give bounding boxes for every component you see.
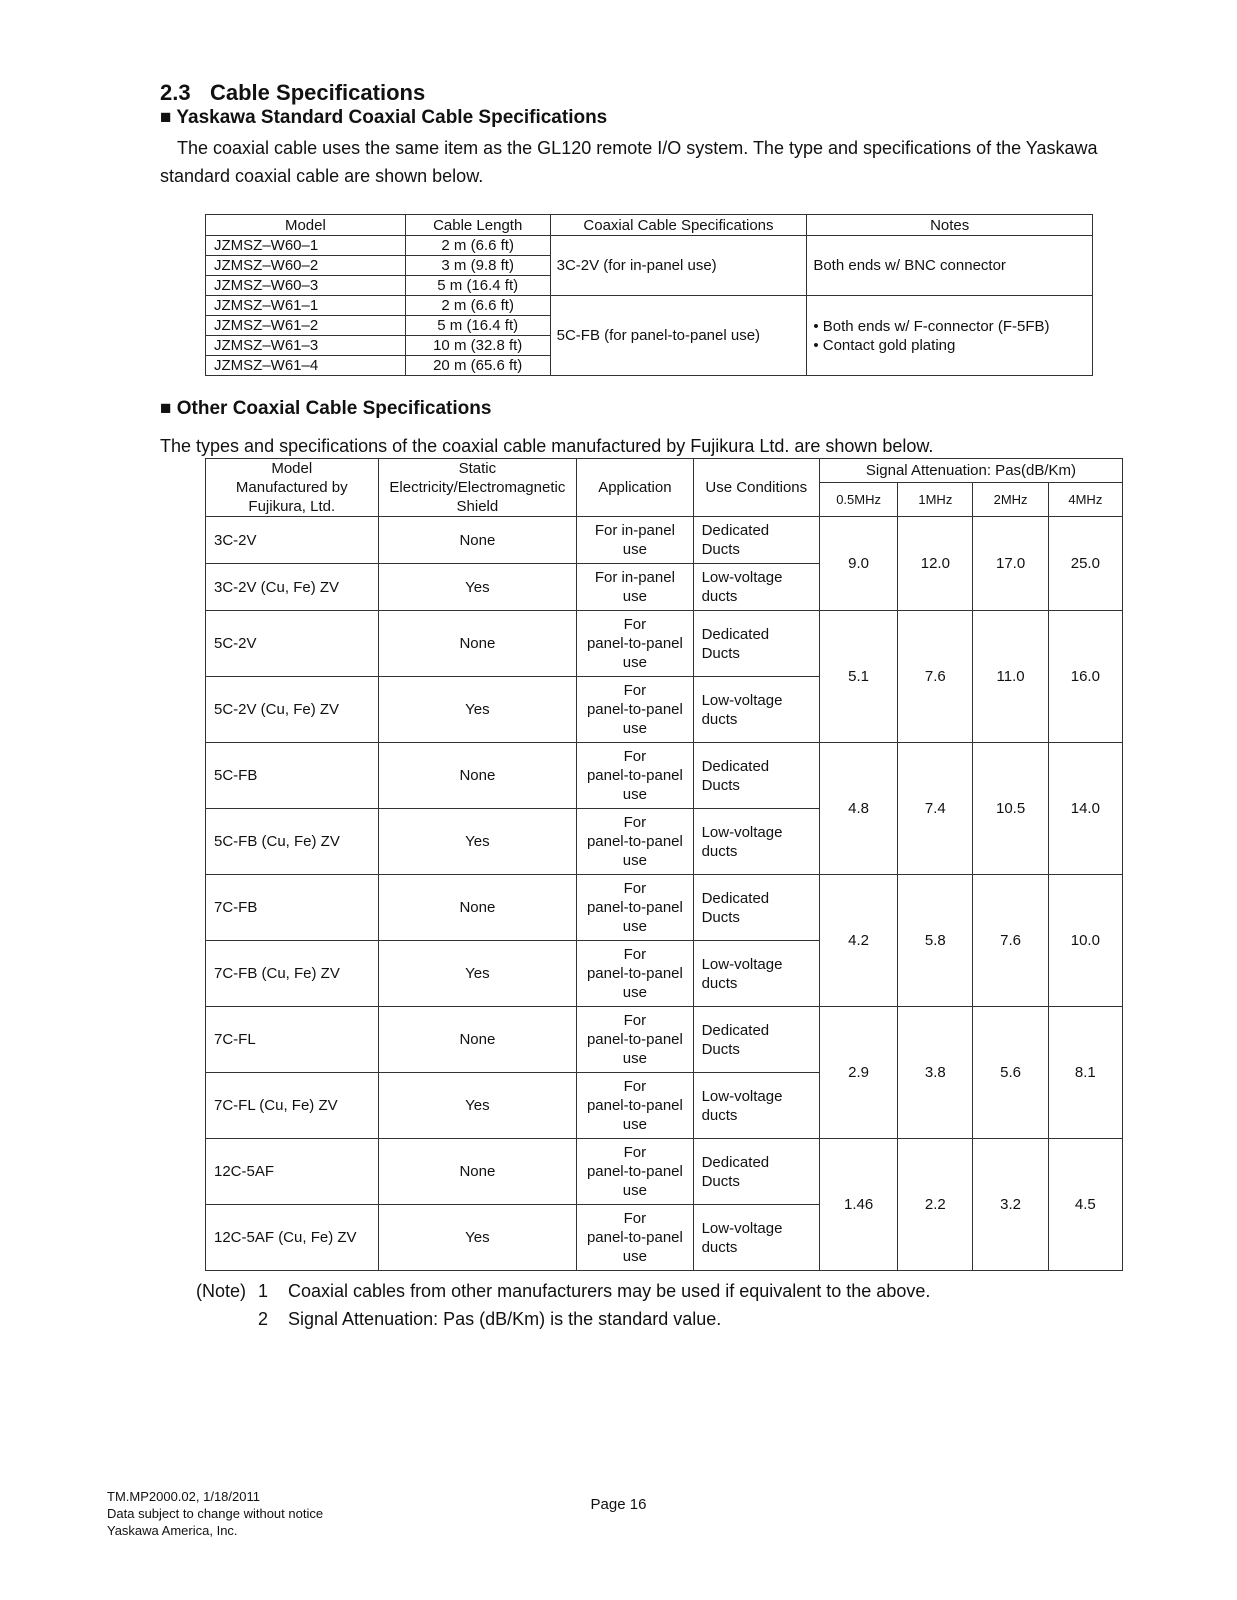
cond-line: ducts bbox=[701, 1106, 738, 1124]
conditions-cell bbox=[693, 743, 819, 809]
table-row bbox=[206, 236, 1093, 256]
header-model: Model bbox=[206, 215, 406, 236]
header-line: Manufactured by bbox=[235, 479, 348, 496]
model-cell: 5C-FB (Cu, Fe) ZV bbox=[206, 809, 379, 875]
cond-line: ducts bbox=[701, 588, 738, 605]
cond-line: ducts bbox=[701, 1238, 738, 1256]
app-line: For bbox=[623, 814, 647, 831]
model-cell: 5C-2V (Cu, Fe) ZV bbox=[206, 677, 379, 743]
app-line: use bbox=[622, 654, 647, 671]
header-freq: 4MHz bbox=[1048, 483, 1122, 517]
app-line: panel-to-panel bbox=[586, 899, 683, 916]
header-line: Electricity/Electromagnetic bbox=[389, 479, 566, 496]
model-cell: JZMSZ–W61–4 bbox=[206, 356, 406, 376]
application-cell bbox=[577, 564, 693, 611]
footer-line: Data subject to change without notice bbox=[107, 1506, 324, 1521]
conditions-cell bbox=[693, 1205, 819, 1271]
conditions-cell bbox=[693, 611, 819, 677]
header-model bbox=[206, 459, 379, 517]
app-line: panel-to-panel bbox=[586, 1031, 683, 1048]
header-freq: 0.5MHz bbox=[819, 483, 897, 517]
model-cell: 5C-FB bbox=[206, 743, 379, 809]
shield-cell: Yes bbox=[378, 564, 577, 611]
cond-line: Dedicated bbox=[701, 522, 770, 539]
shield-cell: None bbox=[378, 743, 577, 809]
attenuation-cell: 2.2 bbox=[898, 1139, 973, 1271]
model-cell: 3C-2V bbox=[206, 517, 379, 564]
app-line: use bbox=[622, 918, 647, 935]
attenuation-cell: 7.4 bbox=[898, 743, 973, 875]
application-cell bbox=[577, 1007, 693, 1073]
yaskawa-cable-table bbox=[205, 214, 1093, 376]
app-line: For bbox=[623, 946, 647, 963]
shield-cell: Yes bbox=[378, 1073, 577, 1139]
application-cell bbox=[577, 1205, 693, 1271]
footer-line: Yaskawa America, Inc. bbox=[107, 1523, 238, 1538]
note-number: 1 bbox=[258, 1281, 269, 1301]
attenuation-cell: 9.0 bbox=[819, 517, 897, 611]
shield-cell: None bbox=[378, 1007, 577, 1073]
application-cell bbox=[577, 1073, 693, 1139]
table-row bbox=[206, 611, 1123, 677]
cond-line: Low-voltage bbox=[701, 1219, 783, 1237]
conditions-cell bbox=[693, 1139, 819, 1205]
cond-line: ducts bbox=[701, 710, 738, 728]
section-title bbox=[160, 80, 425, 106]
cond-line: Dedicated bbox=[701, 1021, 770, 1039]
application-cell bbox=[577, 941, 693, 1007]
app-line: use bbox=[622, 1116, 647, 1133]
note-item bbox=[196, 1309, 721, 1330]
length-cell: 2 m (6.6 ft) bbox=[405, 296, 550, 316]
length-cell: 2 m (6.6 ft) bbox=[405, 236, 550, 256]
model-cell: 7C-FB (Cu, Fe) ZV bbox=[206, 941, 379, 1007]
cond-line: Low-voltage bbox=[701, 691, 783, 709]
table-row bbox=[206, 1007, 1123, 1073]
note-number: 2 bbox=[258, 1309, 269, 1329]
header-application: Application bbox=[577, 459, 693, 517]
model-cell: JZMSZ–W60–2 bbox=[206, 256, 406, 276]
cond-line: Dedicated bbox=[701, 625, 770, 643]
model-cell: 3C-2V (Cu, Fe) ZV bbox=[206, 564, 379, 611]
conditions-cell bbox=[693, 875, 819, 941]
length-cell: 20 m (65.6 ft) bbox=[405, 356, 550, 376]
section-title-text: Cable Specifications bbox=[210, 80, 426, 105]
note-text: Signal Attenuation: Pas (dB/Km) is the standard value. bbox=[288, 1309, 722, 1329]
attenuation-cell: 3.8 bbox=[898, 1007, 973, 1139]
app-line: panel-to-panel bbox=[586, 1097, 683, 1114]
header-use-conditions: Use Conditions bbox=[693, 459, 819, 517]
note-label: (Note) bbox=[196, 1281, 247, 1301]
attenuation-cell: 4.5 bbox=[1048, 1139, 1122, 1271]
note-item bbox=[196, 1281, 930, 1302]
yaskawa-heading: ■ Yaskawa Standard Coaxial Cable Specifications bbox=[160, 107, 608, 128]
header-notes: Notes bbox=[807, 215, 1093, 236]
header-freq: 1MHz bbox=[898, 483, 973, 517]
cond-line: Low-voltage bbox=[701, 1087, 783, 1105]
app-line: panel-to-panel bbox=[586, 1163, 683, 1180]
notes-cell: Both ends w/ BNC connector bbox=[807, 236, 1093, 296]
application-cell bbox=[577, 1139, 693, 1205]
attenuation-cell: 12.0 bbox=[898, 517, 973, 611]
cond-line: Ducts bbox=[701, 1040, 740, 1058]
app-line: use bbox=[622, 541, 647, 558]
table-header-row bbox=[206, 459, 1123, 483]
table-row bbox=[206, 1139, 1123, 1205]
attenuation-cell: 25.0 bbox=[1048, 517, 1122, 611]
shield-cell: None bbox=[378, 517, 577, 564]
cond-line: Ducts bbox=[701, 776, 740, 794]
attenuation-cell: 16.0 bbox=[1048, 611, 1122, 743]
header-attenuation: Signal Attenuation: Pas(dB/Km) bbox=[819, 459, 1122, 483]
model-cell: JZMSZ–W61–2 bbox=[206, 316, 406, 336]
app-line: use bbox=[622, 588, 647, 605]
cond-line: Low-voltage bbox=[701, 823, 783, 841]
section-number: 2.3 bbox=[160, 80, 191, 105]
attenuation-cell: 14.0 bbox=[1048, 743, 1122, 875]
app-line: For in-panel bbox=[594, 569, 675, 586]
footer-line: TM.MP2000.02, 1/18/2011 bbox=[107, 1489, 260, 1504]
model-cell: 12C-5AF bbox=[206, 1139, 379, 1205]
attenuation-cell: 8.1 bbox=[1048, 1007, 1122, 1139]
shield-cell: Yes bbox=[378, 941, 577, 1007]
header-line: Static bbox=[458, 460, 497, 477]
app-line: use bbox=[622, 786, 647, 803]
application-cell bbox=[577, 517, 693, 564]
app-line: For bbox=[623, 616, 647, 633]
app-line: For bbox=[623, 1144, 647, 1161]
conditions-cell bbox=[693, 809, 819, 875]
notes-cell bbox=[807, 296, 1093, 376]
app-line: panel-to-panel bbox=[586, 833, 683, 850]
app-line: panel-to-panel bbox=[586, 767, 683, 784]
app-line: For bbox=[623, 748, 647, 765]
header-static-shield bbox=[378, 459, 577, 517]
app-line: use bbox=[622, 720, 647, 737]
note-line: • Both ends w/ F-connector (F-5FB) bbox=[813, 317, 1050, 335]
attenuation-cell: 3.2 bbox=[973, 1139, 1048, 1271]
shield-cell: Yes bbox=[378, 1205, 577, 1271]
table-row bbox=[206, 517, 1123, 564]
shield-cell: Yes bbox=[378, 677, 577, 743]
table-row bbox=[206, 743, 1123, 809]
spec-cell: 5C-FB (for panel-to-panel use) bbox=[550, 296, 807, 376]
attenuation-cell: 10.5 bbox=[973, 743, 1048, 875]
app-line: For bbox=[623, 1078, 647, 1095]
app-line: panel-to-panel bbox=[586, 965, 683, 982]
app-line: For bbox=[623, 1210, 647, 1227]
attenuation-cell: 11.0 bbox=[973, 611, 1048, 743]
length-cell: 3 m (9.8 ft) bbox=[405, 256, 550, 276]
shield-cell: None bbox=[378, 611, 577, 677]
conditions-cell bbox=[693, 677, 819, 743]
attenuation-cell: 10.0 bbox=[1048, 875, 1122, 1007]
conditions-cell bbox=[693, 941, 819, 1007]
app-line: For bbox=[623, 880, 647, 897]
length-cell: 5 m (16.4 ft) bbox=[405, 316, 550, 336]
attenuation-cell: 1.46 bbox=[819, 1139, 897, 1271]
model-cell: JZMSZ–W61–3 bbox=[206, 336, 406, 356]
header-line: Fujikura, Ltd. bbox=[248, 498, 336, 515]
header-line: Model bbox=[271, 460, 313, 477]
header-cable-length: Cable Length bbox=[405, 215, 550, 236]
app-line: panel-to-panel bbox=[586, 635, 683, 652]
note-line: • Contact gold plating bbox=[813, 336, 956, 354]
conditions-cell bbox=[693, 1073, 819, 1139]
fujikura-table-body bbox=[206, 517, 1123, 1271]
model-cell: 12C-5AF (Cu, Fe) ZV bbox=[206, 1205, 379, 1271]
app-line: For bbox=[623, 682, 647, 699]
cond-line: Dedicated bbox=[701, 757, 770, 775]
model-cell: JZMSZ–W61–1 bbox=[206, 296, 406, 316]
header-line: Shield bbox=[456, 498, 499, 515]
cond-line: Ducts bbox=[701, 541, 740, 558]
app-line: For bbox=[623, 1012, 647, 1029]
cond-line: Ducts bbox=[701, 1172, 740, 1190]
yaskawa-intro: The coaxial cable uses the same item as the GL120 remote I/O system. The type and specifications of the Yaskawa standard coaxial cable are shown below. bbox=[160, 138, 1098, 186]
app-line: panel-to-panel bbox=[586, 701, 683, 718]
model-cell: JZMSZ–W60–3 bbox=[206, 276, 406, 296]
note-text: Coaxial cables from other manufacturers may be used if equivalent to the above. bbox=[288, 1281, 931, 1301]
shield-cell: None bbox=[378, 1139, 577, 1205]
cond-line: Low-voltage bbox=[701, 569, 783, 586]
application-cell bbox=[577, 611, 693, 677]
cond-line: Dedicated bbox=[701, 1153, 770, 1171]
application-cell bbox=[577, 809, 693, 875]
model-cell: 7C-FL (Cu, Fe) ZV bbox=[206, 1073, 379, 1139]
attenuation-cell: 7.6 bbox=[898, 611, 973, 743]
cond-line: Low-voltage bbox=[701, 955, 783, 973]
other-heading: ■ Other Coaxial Cable Specifications bbox=[160, 398, 492, 419]
shield-cell: Yes bbox=[378, 809, 577, 875]
table-header-row bbox=[206, 215, 1093, 236]
shield-cell: None bbox=[378, 875, 577, 941]
length-cell: 10 m (32.8 ft) bbox=[405, 336, 550, 356]
conditions-cell bbox=[693, 564, 819, 611]
cond-line: Ducts bbox=[701, 644, 740, 662]
cond-line: Dedicated bbox=[701, 889, 770, 907]
model-cell: 5C-2V bbox=[206, 611, 379, 677]
app-line: For in-panel bbox=[594, 522, 675, 539]
attenuation-cell: 2.9 bbox=[819, 1007, 897, 1139]
table-row bbox=[206, 296, 1093, 316]
attenuation-cell: 4.2 bbox=[819, 875, 897, 1007]
spec-cell: 3C-2V (for in-panel use) bbox=[550, 236, 807, 296]
model-cell: JZMSZ–W60–1 bbox=[206, 236, 406, 256]
attenuation-cell: 5.1 bbox=[819, 611, 897, 743]
application-cell bbox=[577, 875, 693, 941]
app-line: use bbox=[622, 1050, 647, 1067]
header-freq: 2MHz bbox=[973, 483, 1048, 517]
length-cell: 5 m (16.4 ft) bbox=[405, 276, 550, 296]
app-line: use bbox=[622, 1248, 647, 1265]
app-line: use bbox=[622, 984, 647, 1001]
model-cell: 7C-FB bbox=[206, 875, 379, 941]
application-cell bbox=[577, 677, 693, 743]
app-line: use bbox=[622, 1182, 647, 1199]
header-coaxial-spec: Coaxial Cable Specifications bbox=[550, 215, 807, 236]
attenuation-cell: 5.8 bbox=[898, 875, 973, 1007]
app-line: panel-to-panel bbox=[586, 1229, 683, 1246]
conditions-cell bbox=[693, 1007, 819, 1073]
page-number: Page 16 bbox=[590, 1496, 647, 1513]
attenuation-cell: 17.0 bbox=[973, 517, 1048, 611]
cond-line: ducts bbox=[701, 974, 738, 992]
attenuation-cell: 4.8 bbox=[819, 743, 897, 875]
model-cell: 7C-FL bbox=[206, 1007, 379, 1073]
app-line: use bbox=[622, 852, 647, 869]
application-cell bbox=[577, 743, 693, 809]
cond-line: Ducts bbox=[701, 908, 740, 926]
conditions-cell bbox=[693, 517, 819, 564]
other-intro: The types and specifications of the coaxial cable manufactured by Fujikura Ltd. are shown below. bbox=[160, 436, 934, 456]
attenuation-cell: 5.6 bbox=[973, 1007, 1048, 1139]
attenuation-cell: 7.6 bbox=[973, 875, 1048, 1007]
cond-line: ducts bbox=[701, 842, 738, 860]
table-row bbox=[206, 875, 1123, 941]
fujikura-cable-table bbox=[205, 458, 1123, 1271]
